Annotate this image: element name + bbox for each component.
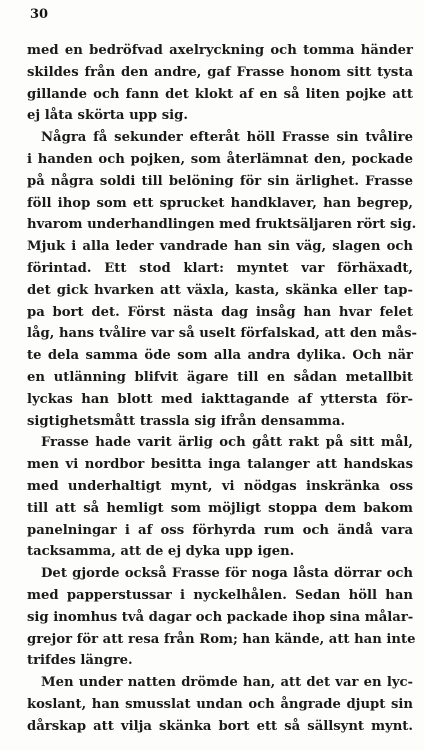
- text-line: Mjuk i alla leder vandrade han sin väg, slagen och: [27, 239, 413, 255]
- text-line: Men under natten drömde han, att det var en lyc-: [41, 675, 413, 691]
- text-line: Några få sekunder efteråt höll Frasse sin tvålire: [41, 130, 413, 146]
- text-line: tacksamma, att de ej dyka upp igen.: [27, 544, 295, 560]
- text-line: förintad. Ett stod klart: myntet var förhäxadt,: [27, 261, 413, 276]
- text-line: panelningar i af oss förhyrda rum och ändå vara: [27, 522, 413, 538]
- text-line: pa bort det. Först nästa dag insåg han hvar felet: [27, 304, 413, 320]
- text-line: hvarom underhandlingen med fruktsäljaren rört sig.: [27, 217, 417, 233]
- text-line: med papperstussar i nyckelhålen. Sedan höll han: [27, 588, 413, 603]
- text-line: sig inomhus två dagar och packade ihop sina målar-: [27, 609, 414, 625]
- text-line: en utlänning blifvit ägare till en sådan metallbit: [27, 370, 413, 385]
- text-line: på några soldi till belöning för sin ärlighet. Frasse: [27, 173, 413, 189]
- text-line: ej låta skörta upp sig.: [27, 108, 188, 124]
- text-line: sigtighetsmått trassla sig ifrån densamma.: [27, 413, 346, 429]
- text-line: grejor för att resa från Rom; han kände, att han inte: [27, 631, 416, 647]
- text-line: det gick hvarken att växla, kasta, skänka eller tap-: [27, 282, 413, 298]
- text-line: Frasse hade varit ärlig och gått rakt på sitt mål,: [41, 435, 413, 451]
- text-line: trifdes längre.: [27, 653, 133, 669]
- text-line: med en bedröfvad axelryckning och tomma händer: [27, 43, 413, 58]
- text-line: skildes från den andre, gaf Frasse honom sitt tysta: [27, 64, 413, 80]
- text-line: Det gjorde också Frasse för noga låsta dörrar och: [41, 566, 413, 582]
- text-line: med underhaltigt mynt, vi nödgas inskränka oss: [27, 479, 413, 494]
- text-line: låg, hans tvålire var så uselt förfalskad, att den mås-: [27, 326, 418, 342]
- text-line: i handen och pojken, som återlämnat den, pockade: [27, 152, 413, 167]
- text-line: lyckas han blott med iakttagande af yttersta för-: [27, 391, 413, 407]
- text-line: men vi nordbor besitta inga talanger att handskas: [27, 457, 413, 473]
- text-line: koslant, han smusslat undan och ångrade djupt sin: [27, 697, 413, 712]
- text-line: föll ihop som ett sprucket handklaver, han begrep,: [27, 195, 413, 211]
- text-line: gillande och fann det klokt af en så liten pojke att: [27, 86, 413, 102]
- page-number: 30: [30, 7, 49, 22]
- text-line: dårskap att vilja skänka bort ett så sällsynt mynt.: [27, 718, 413, 734]
- text-line: till att så hemligt som möjligt stoppa dem bakom: [27, 500, 413, 516]
- text-line: te dela samma öde som alla andra dylika. Och när: [27, 348, 413, 364]
